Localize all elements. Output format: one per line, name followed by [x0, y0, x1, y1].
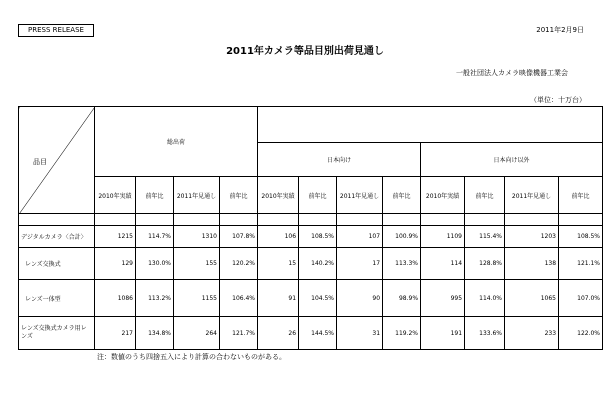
table-cell: 130.0% [136, 248, 174, 280]
table-cell: 106 [258, 226, 299, 248]
table-cell: 129 [95, 248, 136, 280]
table-row [19, 317, 603, 350]
table-cell: 155 [174, 248, 220, 280]
table-cell: 140.2% [299, 248, 337, 280]
table-cell: 121.7% [220, 317, 258, 350]
unit-label: （単位：十万台） [530, 96, 586, 104]
table-row [19, 280, 603, 317]
table-cell: 134.8% [136, 317, 174, 350]
table-cell: 98.9% [383, 280, 421, 317]
table-cell: 1086 [95, 280, 136, 317]
table-cell: 108.5% [559, 226, 603, 248]
shipment-table [18, 106, 603, 350]
table-cell: 114 [421, 248, 465, 280]
release-date: 2011年2月9日 [536, 26, 584, 34]
organization-name: 一般社団法人カメラ映像機器工業会 [456, 69, 568, 77]
table-cell: 233 [505, 317, 559, 350]
table-row [19, 226, 603, 248]
table-cell: 114.0% [465, 280, 505, 317]
row-label: デジタルカメラ〈合計〉 [19, 226, 95, 248]
table-cell: 100.9% [383, 226, 421, 248]
group-header-total: 総出荷 [95, 107, 258, 177]
table-cell: 26 [258, 317, 299, 350]
table-cell: 107 [337, 226, 383, 248]
table-cell: 115.4% [465, 226, 505, 248]
table-cell: 122.0% [559, 317, 603, 350]
table-cell: 15 [258, 248, 299, 280]
table-cell: 107.0% [559, 280, 603, 317]
table-cell: 1215 [95, 226, 136, 248]
column-header: 前年比 [383, 177, 421, 214]
table-cell: 90 [337, 280, 383, 317]
corner-header-cell [19, 107, 95, 214]
table-cell: 191 [421, 317, 465, 350]
table-cell: 121.1% [559, 248, 603, 280]
table-cell: 31 [337, 317, 383, 350]
table-cell: 1203 [505, 226, 559, 248]
table-cell: 91 [258, 280, 299, 317]
table-cell: 133.6% [465, 317, 505, 350]
column-header: 2011年見通し [337, 177, 383, 214]
table-cell: 114.7% [136, 226, 174, 248]
table-cell: 17 [337, 248, 383, 280]
footnote: 注：数値のうち四捨五入により計算の合わないものがある。 [97, 353, 286, 361]
table-cell: 1155 [174, 280, 220, 317]
column-header: 前年比 [299, 177, 337, 214]
table-cell: 108.5% [299, 226, 337, 248]
table-cell: 113.3% [383, 248, 421, 280]
table-row [19, 248, 603, 280]
table-cell: 107.8% [220, 226, 258, 248]
column-header: 前年比 [136, 177, 174, 214]
group-header-overseas: 日本向け以外 [421, 143, 603, 177]
column-header: 2010年実績 [95, 177, 136, 214]
table-cell: 113.2% [136, 280, 174, 317]
table-cell: 1065 [505, 280, 559, 317]
column-header: 前年比 [220, 177, 258, 214]
table-cell: 1109 [421, 226, 465, 248]
table-cell: 995 [421, 280, 465, 317]
column-header: 前年比 [559, 177, 603, 214]
spacer-row [19, 214, 603, 226]
group-header-japan: 日本向け [258, 143, 421, 177]
table-cell: 104.5% [299, 280, 337, 317]
column-header: 2010年実績 [421, 177, 465, 214]
column-header: 2011年見通し [505, 177, 559, 214]
row-label: レンズ交換式 [19, 248, 95, 280]
page-title: 2011年カメラ等品目別出荷見通し [226, 46, 384, 57]
table-cell: 264 [174, 317, 220, 350]
column-header: 前年比 [465, 177, 505, 214]
column-header: 2011年見通し [174, 177, 220, 214]
table-cell: 138 [505, 248, 559, 280]
table-cell: 120.2% [220, 248, 258, 280]
table-cell: 106.4% [220, 280, 258, 317]
item-header-label: 品目 [33, 158, 47, 166]
table-cell: 128.8% [465, 248, 505, 280]
table-cell: 217 [95, 317, 136, 350]
table-cell: 144.5% [299, 317, 337, 350]
group-spacer [258, 107, 603, 143]
row-label: レンズ一体型 [19, 280, 95, 317]
table-cell: 1310 [174, 226, 220, 248]
table-cell: 119.2% [383, 317, 421, 350]
press-release-label: PRESS RELEASE [18, 24, 94, 37]
row-label: レンズ交換式カメラ用レンズ [19, 317, 95, 350]
column-header: 2010年実績 [258, 177, 299, 214]
